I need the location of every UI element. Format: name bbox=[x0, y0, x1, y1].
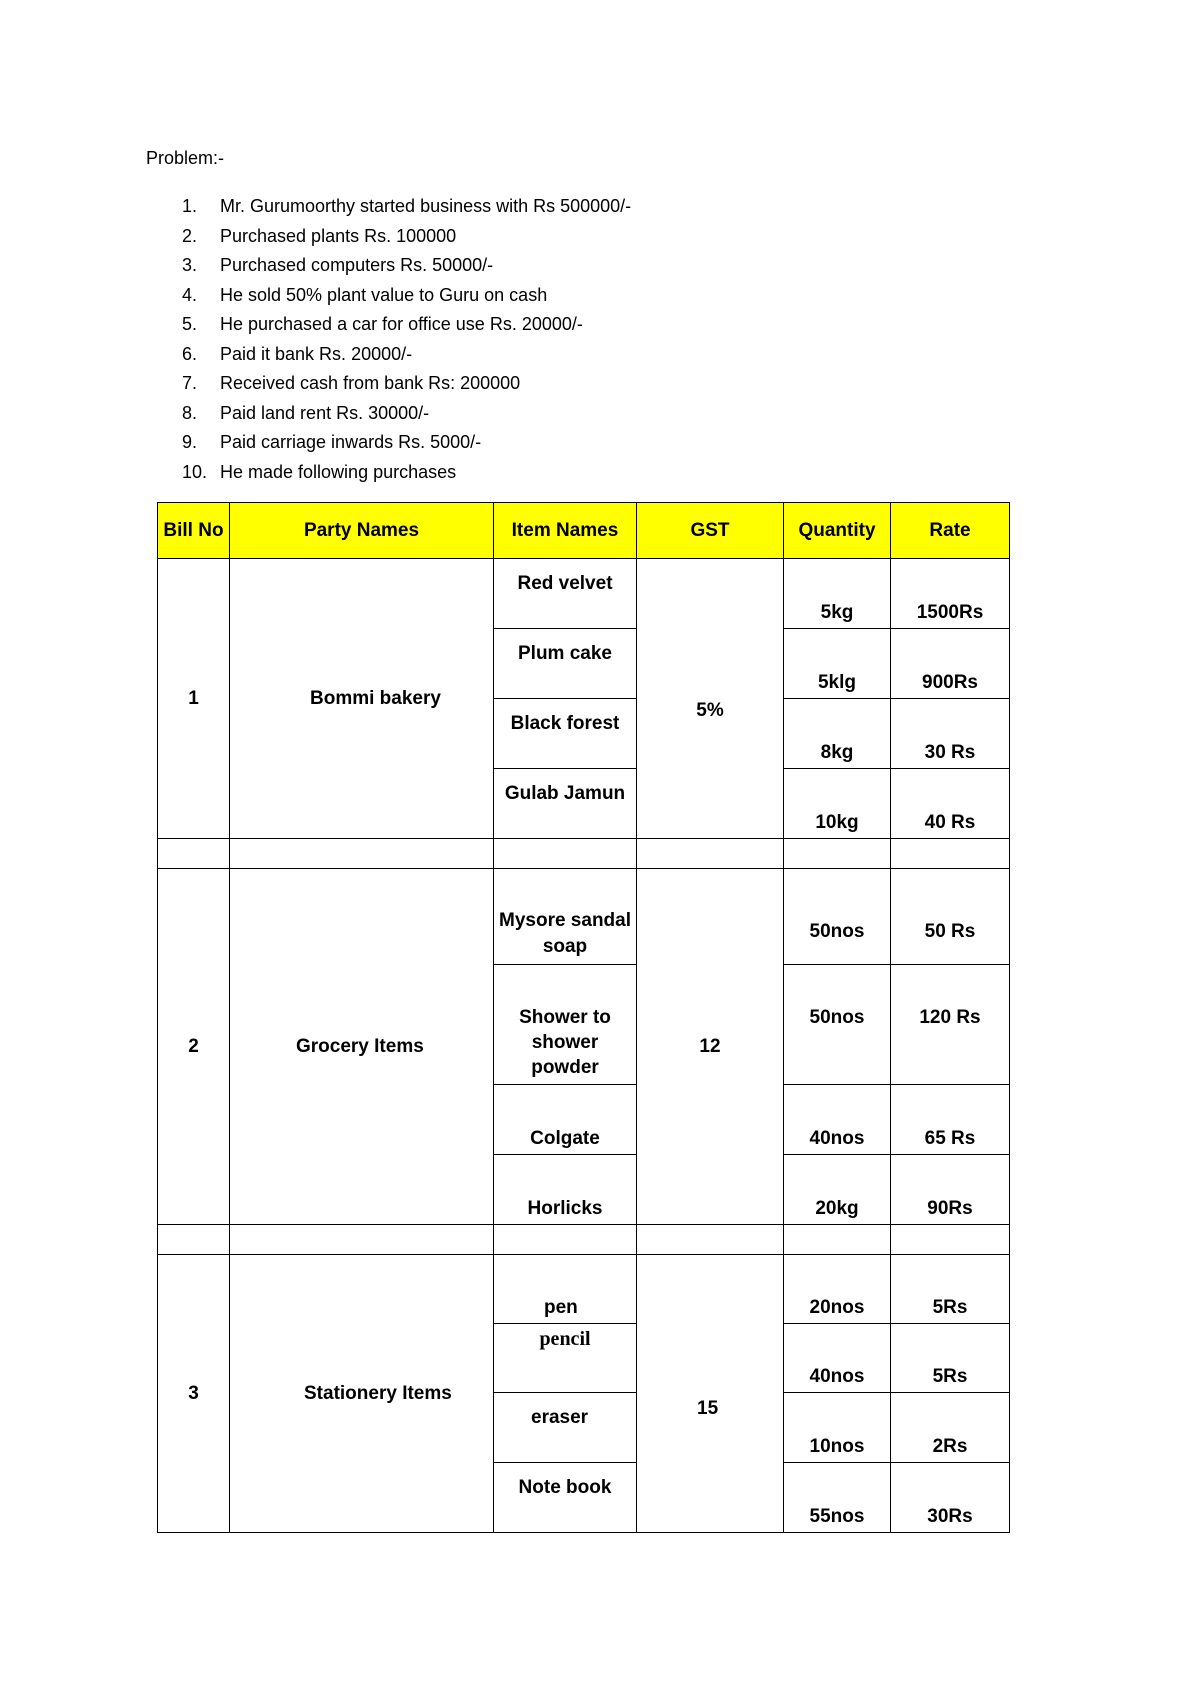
gst-cell: 15 bbox=[637, 1255, 784, 1533]
item-name-cell: Shower to shower powder bbox=[494, 965, 637, 1085]
header-quantity: Quantity bbox=[784, 503, 891, 559]
party-name-cell: Stationery Items bbox=[230, 1255, 494, 1533]
list-item: 5. He purchased a car for office use Rs. 20000/- bbox=[182, 314, 583, 334]
item-name-cell: Colgate bbox=[494, 1085, 637, 1155]
item-name-cell: Gulab Jamun bbox=[494, 769, 637, 839]
rate-cell: 1500Rs bbox=[891, 559, 1010, 629]
list-item: 3. Purchased computers Rs. 50000/- bbox=[182, 255, 494, 275]
purchases-table bbox=[157, 502, 1010, 1533]
table-row bbox=[158, 869, 1010, 965]
rate-cell: 900Rs bbox=[891, 629, 1010, 699]
list-item: 2. Purchased plants Rs. 100000 bbox=[182, 225, 457, 246]
bill-no-cell: 2 bbox=[158, 869, 230, 1225]
rate-cell: 90Rs bbox=[891, 1155, 1010, 1225]
list-item: 6. Paid it bank Rs. 20000/- bbox=[182, 343, 413, 364]
rate-cell: 120 Rs bbox=[891, 965, 1010, 1085]
rate-cell: 5Rs bbox=[891, 1324, 1010, 1393]
item-name-cell: Black forest bbox=[494, 699, 637, 769]
party-name-cell: Bommi bakery bbox=[230, 559, 494, 839]
header-bill-no: Bill No bbox=[158, 503, 230, 559]
list-item: 4. He sold 50% plant value to Guru on cash bbox=[182, 284, 548, 305]
header-gst: GST bbox=[637, 503, 784, 559]
quantity-cell: 5kg bbox=[784, 559, 891, 629]
list-item: 8. Paid land rent Rs. 30000/- bbox=[182, 402, 430, 423]
header-item-names: Item Names bbox=[494, 503, 637, 559]
item-name-cell: pen bbox=[494, 1255, 637, 1324]
item-name-cell: Plum cake bbox=[494, 629, 637, 699]
rate-cell: 65 Rs bbox=[891, 1085, 1010, 1155]
quantity-cell: 40nos bbox=[784, 1085, 891, 1155]
list-item: 7. Received cash from bank Rs: 200000 bbox=[182, 373, 521, 393]
problem-list bbox=[146, 192, 631, 487]
gst-cell: 12 bbox=[637, 869, 784, 1225]
rate-cell: 2Rs bbox=[891, 1393, 1010, 1463]
rate-cell: 30Rs bbox=[891, 1463, 1010, 1533]
spacer-row bbox=[158, 839, 1010, 869]
quantity-cell: 10nos bbox=[784, 1393, 891, 1463]
quantity-cell: 50nos bbox=[784, 869, 891, 965]
quantity-cell: 20nos bbox=[784, 1255, 891, 1324]
quantity-cell: 50nos bbox=[784, 965, 891, 1085]
rate-cell: 5Rs bbox=[891, 1255, 1010, 1324]
item-name-cell: pencil bbox=[494, 1324, 637, 1393]
table-row bbox=[158, 559, 1010, 629]
item-name-cell: eraser bbox=[494, 1393, 637, 1463]
rate-cell: 50 Rs bbox=[891, 869, 1010, 965]
table-header-row bbox=[158, 503, 1010, 559]
spacer-row bbox=[158, 1225, 1010, 1255]
gst-cell: 5% bbox=[637, 559, 784, 839]
party-name-cell: Grocery Items bbox=[230, 869, 494, 1225]
item-name-cell: Horlicks bbox=[494, 1155, 637, 1225]
rate-cell: 30 Rs bbox=[891, 699, 1010, 769]
list-item: 9. Paid carriage inwards Rs. 5000/- bbox=[182, 432, 482, 452]
quantity-cell: 8kg bbox=[784, 699, 891, 769]
header-rate: Rate bbox=[891, 503, 1010, 559]
item-name-cell: Red velvet bbox=[494, 559, 637, 629]
list-item: 1. Mr. Gurumoorthy started business with Rs 500000/- bbox=[182, 196, 632, 216]
quantity-cell: 40nos bbox=[784, 1324, 891, 1393]
item-name-cell: Mysore sandal soap bbox=[494, 869, 637, 965]
problem-heading: Problem:- bbox=[146, 148, 225, 168]
item-name-cell: Note book bbox=[494, 1463, 637, 1533]
quantity-cell: 10kg bbox=[784, 769, 891, 839]
quantity-cell: 55nos bbox=[784, 1463, 891, 1533]
header-party-names: Party Names bbox=[230, 503, 494, 559]
bill-no-cell: 3 bbox=[158, 1255, 230, 1533]
table-row bbox=[158, 1255, 1010, 1324]
quantity-cell: 5klg bbox=[784, 629, 891, 699]
rate-cell: 40 Rs bbox=[891, 769, 1010, 839]
list-item: 10. He made following purchases bbox=[182, 461, 457, 482]
bill-no-cell: 1 bbox=[158, 559, 230, 839]
quantity-cell: 20kg bbox=[784, 1155, 891, 1225]
